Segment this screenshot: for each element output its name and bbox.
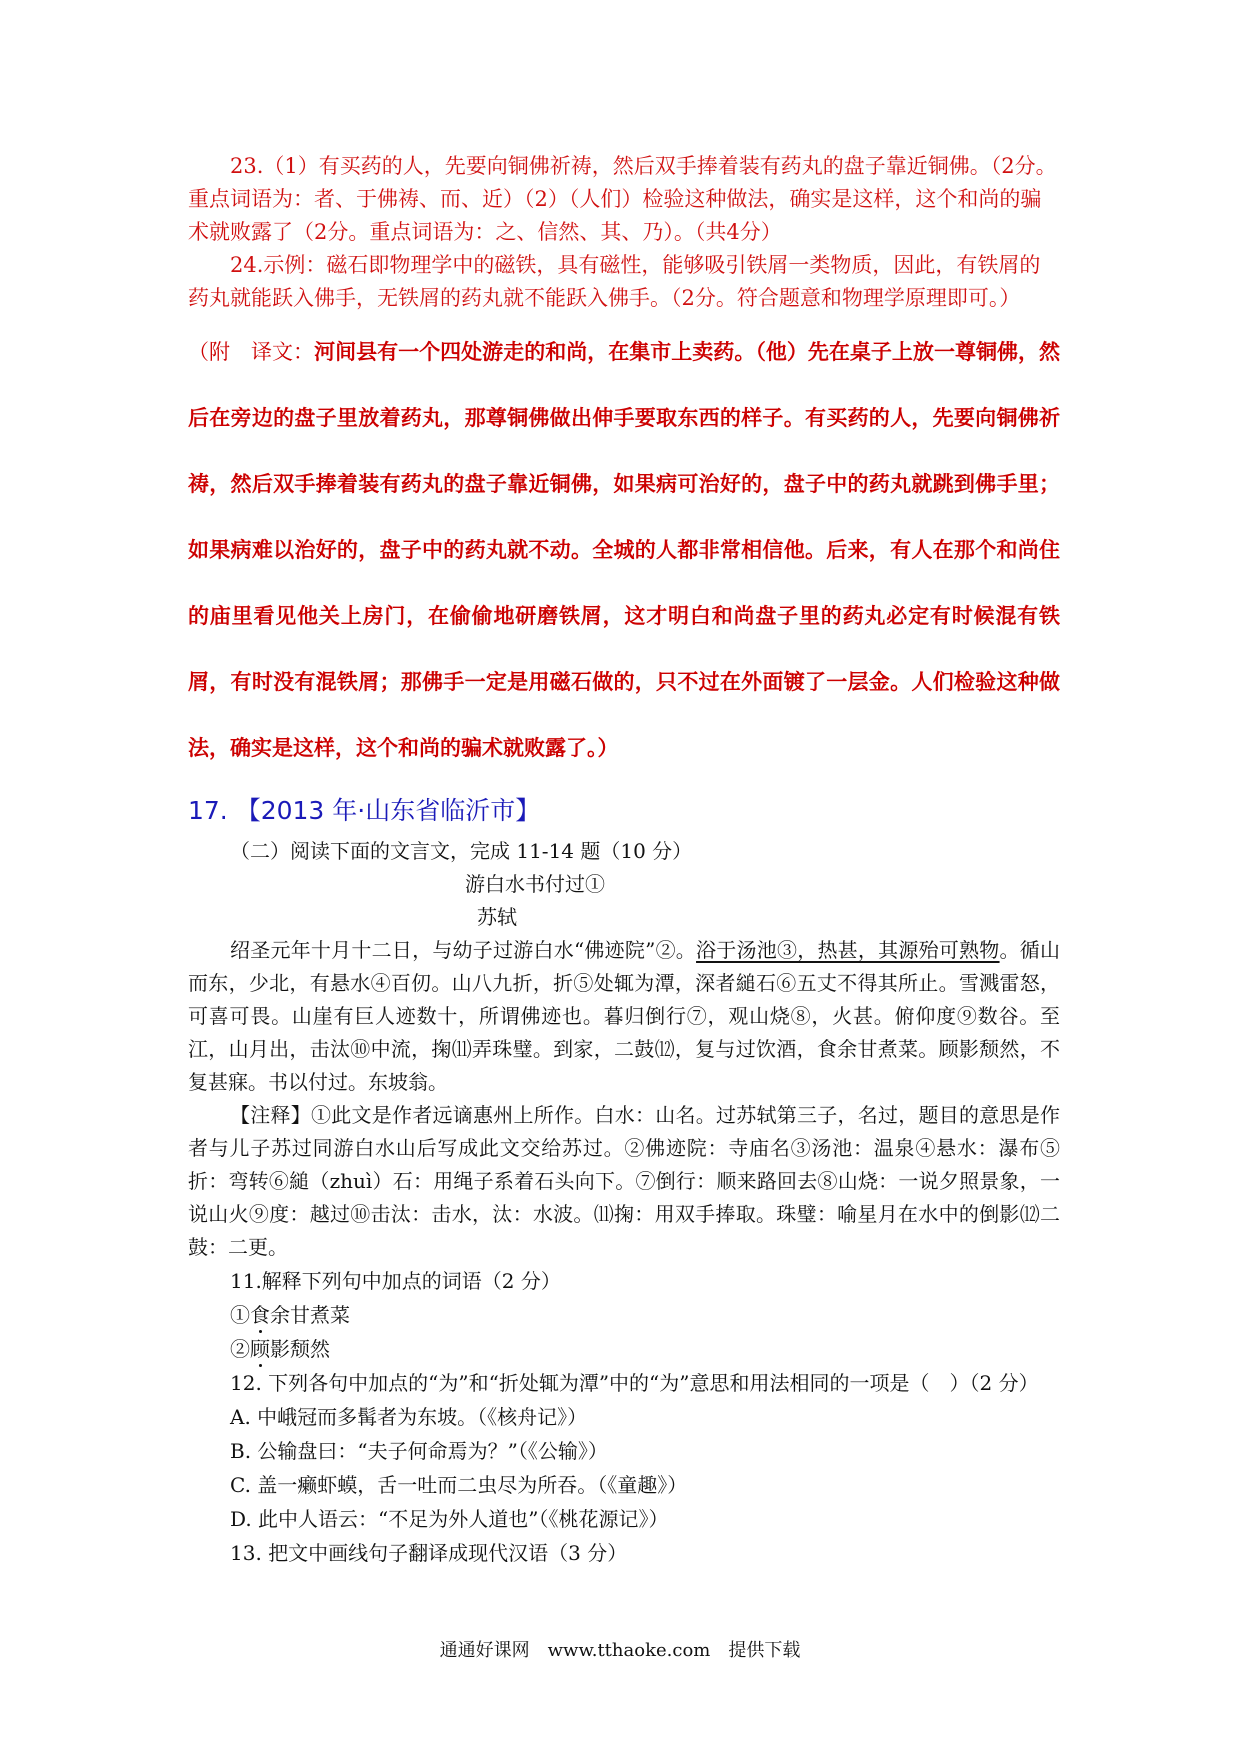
passage-rest: 。循山而东，少北，有悬水④百仞。山八九折，折⑤处辄为潭，深者縋石⑥五丈不得其所止。雪溅雷怒，可喜可畏。山崖有巨人迹数十，所谓佛迹也。暮归倒行⑦，观山烧⑧，火甚。俯仰度⑨数谷。至江，山月出，击汰⑩中流，掬⑾弄珠璧。到家，二鼓⑿，复与过饮酒，食余甘煮菜。顾影颓然，不复甚寐。书以付过。东坡翁。 — [188, 938, 1061, 1094]
passage-author: 苏轼 — [477, 905, 517, 929]
passage-start: 绍圣元年十月十二日，与幼子过游白水“佛迹院”②。 — [230, 938, 697, 962]
item-text: 影颓然 — [270, 1337, 330, 1361]
option-d: D. 此中人语云：“不足为外人道也”（《桃花源记》） — [230, 1507, 669, 1531]
question-11-item-2 — [188, 1332, 1060, 1366]
option-a: A. 中峨冠而多髯者为东坡。（《核舟记》） — [230, 1405, 588, 1429]
passage-text — [188, 934, 1060, 1099]
page-footer: 通通好课网 www.tthaoke.com 提供下载 — [439, 1640, 801, 1661]
option-b: B. 公输盘曰：“夫子何命焉为？”（《公输》） — [230, 1439, 608, 1463]
translation-paragraph — [188, 319, 1060, 781]
question-11: 11.解释下列句中加点的词语（2 分） — [230, 1269, 561, 1293]
question-13: 13. 把文中画线句子翻译成现代汉语（3 分） — [230, 1541, 628, 1565]
section-heading: 17. 【2013 年·山东省临沂市】 — [188, 796, 541, 825]
translation-text: 河间县有一个四处游走的和尚，在集市上卖药。（他）先在桌子上放一尊铜佛，然后在旁边的盘子里放着药丸，那尊铜佛做出伸手要取东西的样子。有买药的人，先要向铜佛祈祷，然后双手捧着装有药丸的盘子靠近铜佛，如果病可治好的，盘子中的药丸就跳到佛手里；如果病难以治好的，盘子中的药丸就不动。全城的人都非常相信他。后来，有人在那个和尚住的庙里看见他关上房门，在偷偷地研磨铁屑，这才明白和尚盘子里的药丸必定有时候混有铁屑，有时没有混铁屑；那佛手一定是用磁石做的，只不过在外面镀了一层金。人们检验这种做法，确实是这样，这个和尚的骗术就败露了。） — [188, 340, 1061, 760]
annotation-notes: 【注释】①此文是作者远谪惠州上所作。白水：山名。过苏轼第三子，名过，题目的意思是作者与儿子苏过同游白水山后写成此文交给苏过。②佛迹院：寺庙名③汤池：温泉④悬水：瀑布⑤折：弯转⑥縋（zhuì）石：用绳子系着石头向下。⑦倒行：顺来路回去⑧山烧：一说夕照景象，一说山火⑨度：越过⑩击汰：击水，汰：水波。⑾掬：用双手捧取。珠璧：喻星月在水中的倒影⑿二鼓：二更。 — [188, 1103, 1060, 1259]
translation-lead: （附 译文： — [188, 340, 315, 364]
dotted-word: 顾 — [250, 1337, 270, 1361]
option-c: C. 盖一癞虾蟆，舌一吐而二虫尽为所吞。（《童趣》） — [230, 1473, 688, 1497]
question-11-item-1 — [188, 1298, 1060, 1332]
page-content — [188, 150, 1060, 1570]
item-text: 余甘煮菜 — [270, 1303, 350, 1327]
answer-23: 23.（1）有买药的人，先要向铜佛祈祷，然后双手捧着装有药丸的盘子靠近铜佛。（2分。重点词语为：者、于佛祷、而、近）（2）（人们）检验这种做法，确实是这样，这个和尚的骗术就败露了（2分。重点词语为：之、信然、其、乃）。（共4分） — [188, 154, 1057, 244]
question-12: 12. 下列各句中加点的“为”和“折处辄为潭”中的“为”意思和用法相同的一项是（ ）（2 分） — [230, 1371, 1039, 1395]
underlined-sentence: 浴于汤池③，热甚，其源殆可熟物 — [696, 938, 1000, 962]
answer-24: 24.示例：磁石即物理学中的磁铁，具有磁性，能够吸引铁屑一类物质，因此，有铁屑的药丸就能跃入佛手，无铁屑的药丸就不能跃入佛手。（2分。符合题意和物理学原理即可。） — [188, 253, 1041, 310]
item-number: ① — [230, 1303, 250, 1327]
reading-instruction: （二）阅读下面的文言文，完成 11-14 题（10 分） — [230, 839, 693, 863]
item-number: ② — [230, 1337, 250, 1361]
dotted-word: 食 — [250, 1303, 270, 1327]
passage-title: 游白水书付过① — [465, 872, 605, 896]
